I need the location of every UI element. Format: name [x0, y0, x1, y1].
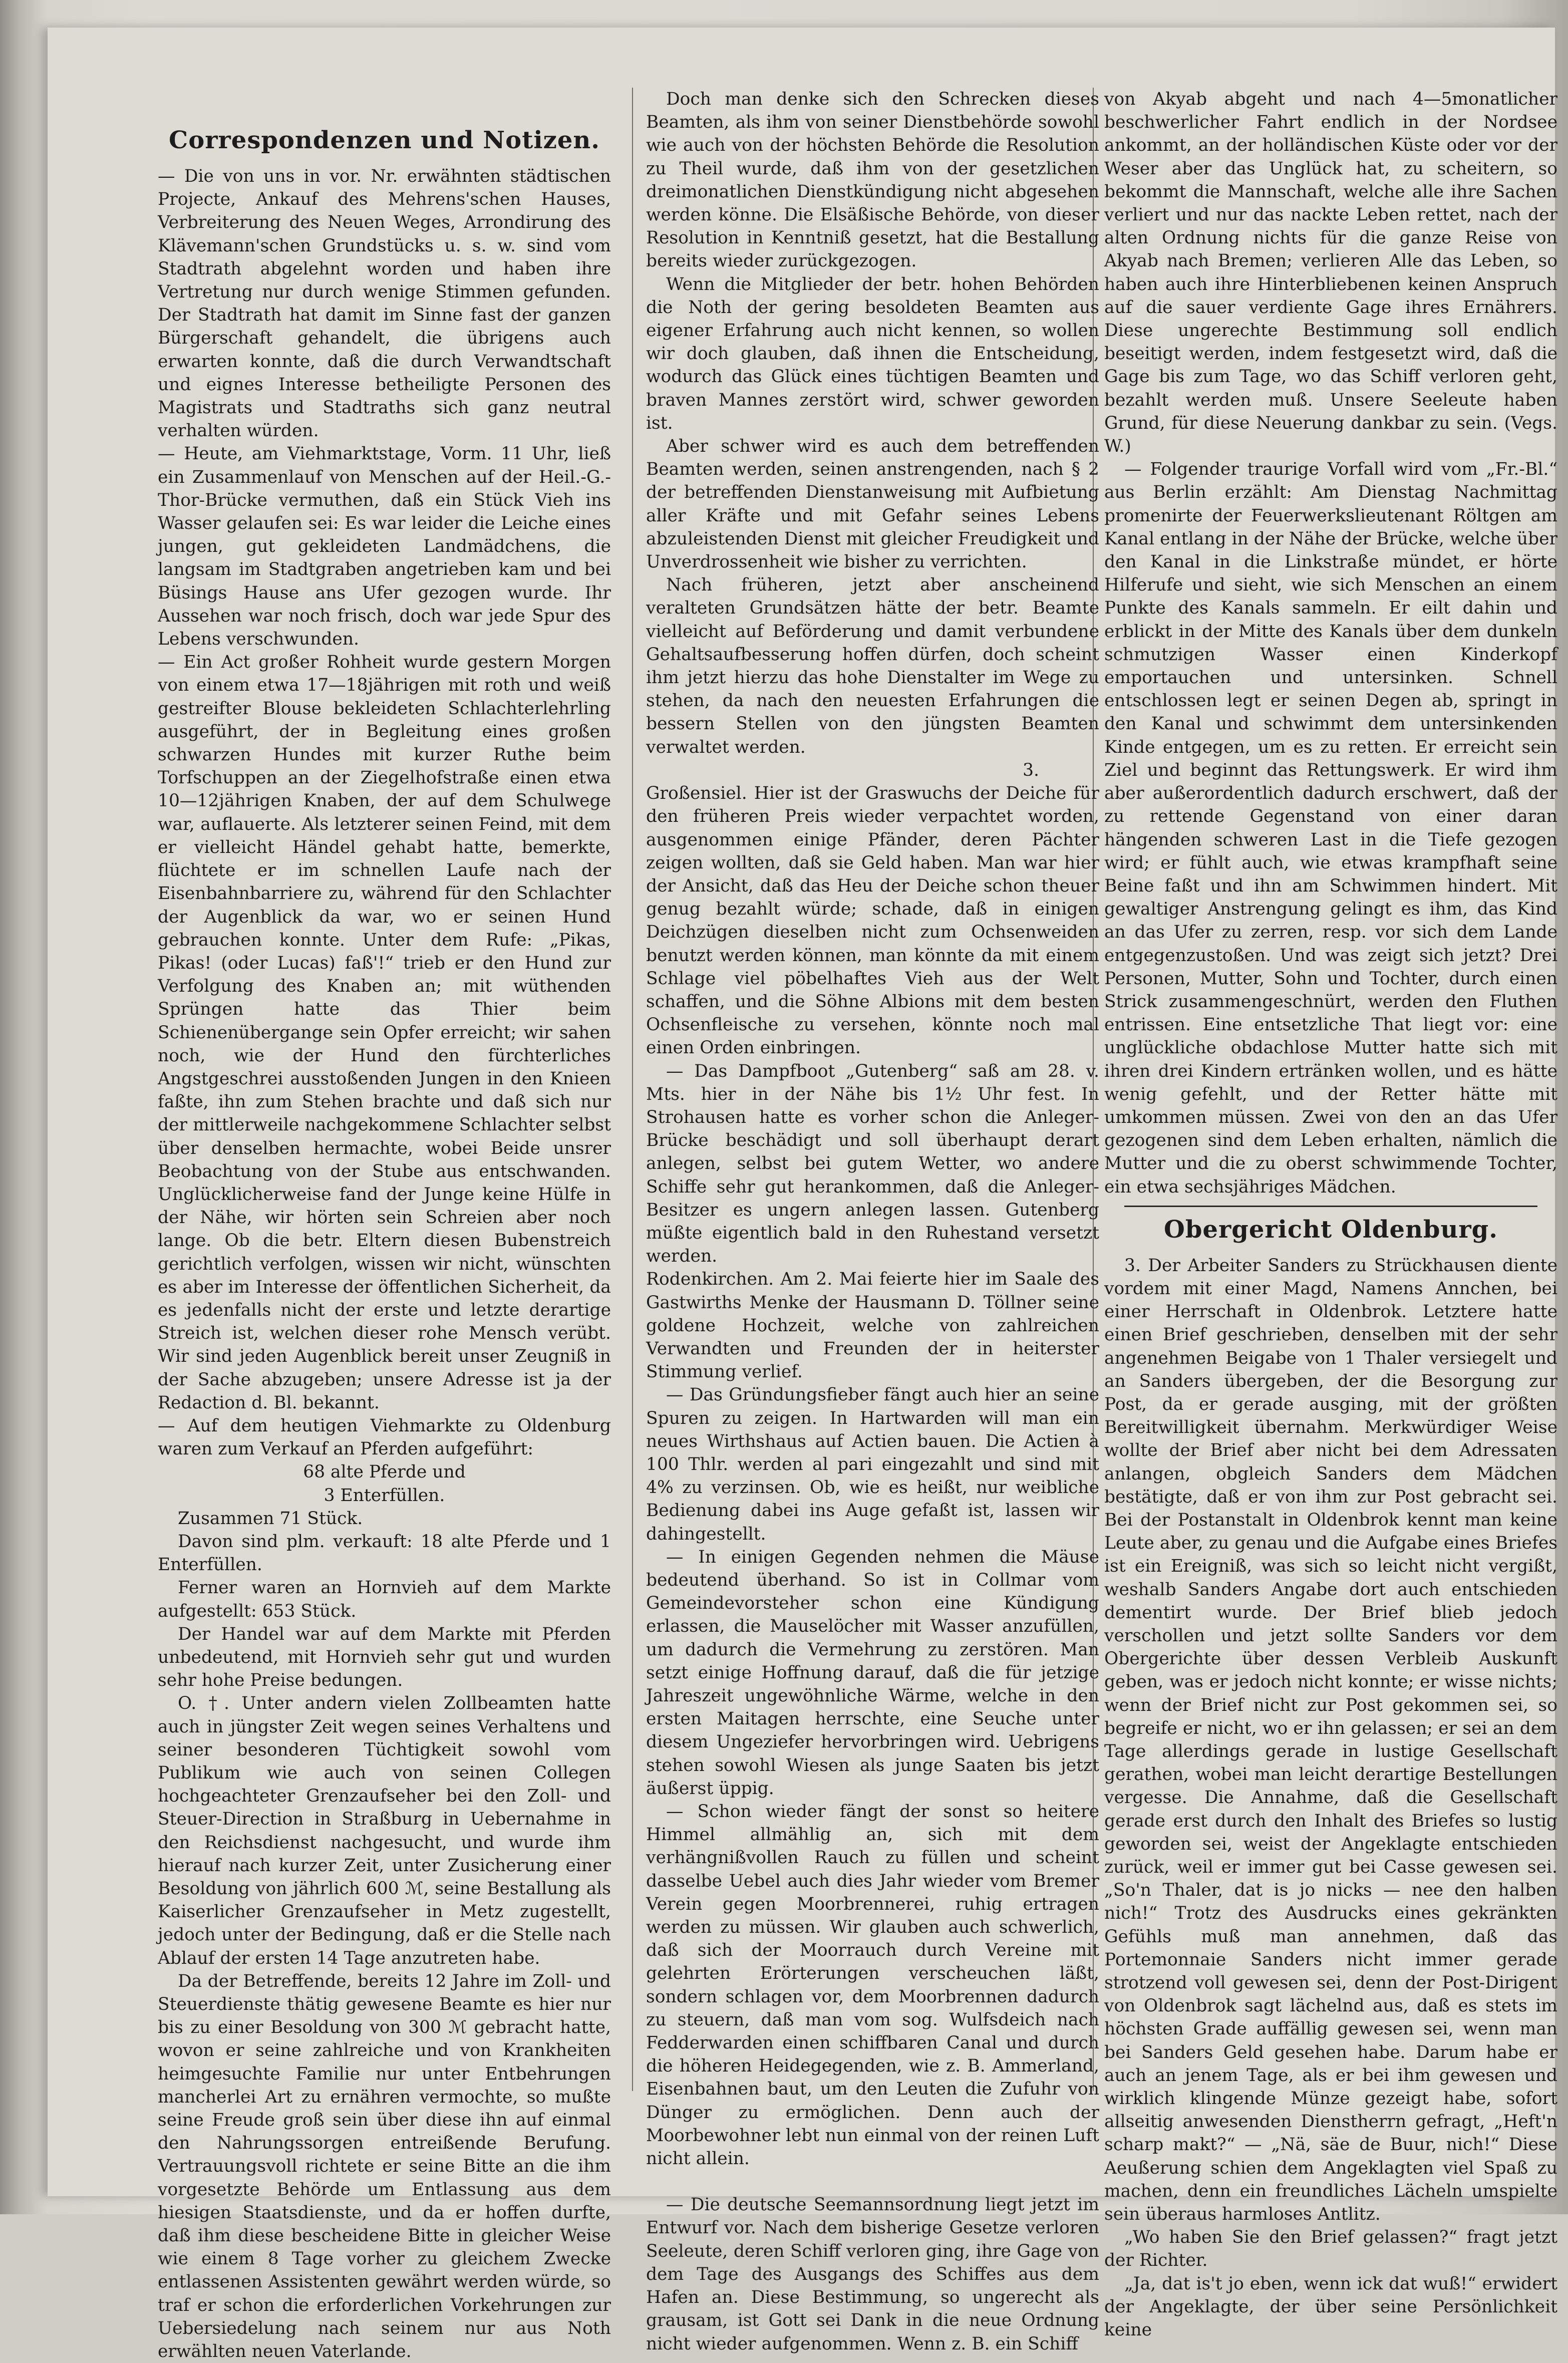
article-paragraph: — Schon wieder fängt der sonst so heitere Himmel allmählig an, sich mit dem verhängnißvollen Rauch zu füllen und scheint dasselbe Uebel auch dies Jahr wieder vom Bremer Verein gegen Moorbrennerei, ruhig ertragen werden zu müssen. Wir glauben auch schwerlich, daß sich der Moorrauch durch Vereine mit gelehrten Erörterungen verscheuchen läßt, sondern schlagen vor, dem Moorbrennen dadurch zu steuern, daß man vom sog. Wulfsdeich nach Fedderwarden einen schiffbaren Canal und durch die höheren Heidegegenden, wie z. B. Ammerland, Eisenbahnen baut, um den Leuten die Zufuhr von Dünger zu ermöglichen. Denn auch der Moorbewohner lebt nun einmal von der reinen Luft nicht allein.	[646, 1802, 1099, 2169]
article-paragraph: von Akyab abgeht und nach 4—5monatlicher beschwerlicher Fahrt endlich in der Nordsee ankommt, an der holländischen Küste oder vor der Weser aber das Unglück hat, zu scheitern, so bekommt die Mannschaft, welche alle ihre Sachen verliert und nur das nackte Leben rettet, nach der alten Ordnung nichts für die ganze Reise von Akyab nach Bremen; verlieren Alle das Leben, so haben auch ihre Hinterbliebenen keinen Anspruch auf die sauer verdiente Gage ihres Ernährers. Diese ungerechte Bestimmung soll endlich beseitigt werden, indem festgesetzt wird, daß die Gage bis zum Tage, wo das Schiff verloren geht, bezahlt werden muß. Unsere Seeleute haben Grund, für diese Neuerung dankbar zu sein. (Vegs. W.)	[1104, 89, 1557, 457]
article-paragraph: — Die von uns in vor. Nr. erwähnten städtischen Projecte, Ankauf des Mehrens'schen Hauses, Verbreiterung des Neuen Weges, Arrondirung des Klävemann'schen Grundstücks u. s. w. sind vom Stadtrath abgelehnt worden und haben ihre Vertretung nur durch wenige Stimmen gefunden. Der Stadtrath hat damit im Sinne fast der ganzen Bürgerschaft gehandelt, die übrigens auch erwarten konnte, daß die durch Verwandtschaft und eignes Interesse betheiligte Personen des Magistrats und Stadtraths sich ganz neutral verhalten würden.	[158, 166, 611, 441]
article-paragraph: — Das Dampfboot „Gutenberg“ saß am 28. v. Mts. hier in der Nähe bis 1½ Uhr fest. In Strohausen hatte es vorher schon die Anleger-Brücke beschädigt und soll überhaupt derart anlegen, selbst bei gutem Wetter, wo andere Schiffe sehr gut herankommen, daß die Anleger-Besitzer es ungern anlegen lassen. Gutenberg müßte eigentlich bald in den Ruhestand versetzt werden.	[646, 1061, 1099, 1267]
article-paragraph: „Ja, dat is't jo eben, wenn ick dat wuß!“ erwidert der Angeklagte, der über seine Persönlichkeit keine	[1104, 2273, 1557, 2340]
article-paragraph: — Das Gründungsfieber fängt auch hier an seine Spuren zu zeigen. In Hartwarden will man ein neues Wirthshaus auf Actien bauen. Die Actien à 100 Thlr. werden al pari eingezahlt und sind mit 4% zu verzinsen. Ob, wie es heißt, nur weibliche Bedienung dabei ins Auge gefaßt ist, lassen wir dahingestellt.	[646, 1385, 1099, 1544]
article-paragraph: Doch man denke sich den Schrecken dieses Beamten, als ihm von seiner Dienstbehörde sowohl wie auch von der höchsten Behörde die Resolution zu Theil wurde, daß ihm von der gesetzlichen dreimonatlichen Dienstkündigung nicht abgesehen werden könne. Die Elsäßische Behörde, von dieser Resolution in Kenntniß gesetzt, hat die Bestallung bereits wieder zurückgezogen.	[646, 89, 1099, 271]
market-list-item: 3 Enterfüllen.	[324, 1485, 445, 1506]
section-rule	[1124, 1206, 1537, 1207]
article-paragraph: Rodenkirchen. Am 2. Mai feierte hier im Saale des Gastwirths Menke der Hausmann D. Töllner seine goldene Hochzeit, welche von zahlreichen Verwandten und Freunden der in heiterster Stimmung verlief.	[646, 1269, 1099, 1382]
article-paragraph: Davon sind plm. verkauft: 18 alte Pferde und 1 Enterfüllen.	[158, 1531, 611, 1575]
market-total: Zusammen 71 Stück.	[178, 1508, 363, 1529]
column-divider	[632, 88, 633, 2091]
article-paragraph: — In einigen Gegenden nehmen die Mäuse bedeutend überhand. So ist in Collmar vom Gemeindevorsteher schon eine Kündigung erlassen, die Mauselöcher mit Wasser anzufüllen, um dadurch die Vermehrung zu zerstören. Man setzt einige Hoffnung darauf, daß die für jetzige Jahreszeit ungewöhnliche Wärme, welche in den ersten Maitagen herrschte, eine Seuche unter diesem Ungeziefer hervorbringen wird. Uebrigens stehen sowohl Wiesen als junge Saaten bis jetzt äußerst üppig.	[646, 1547, 1099, 1799]
article-paragraph: — Ein Act großer Rohheit wurde gestern Morgen von einem etwa 17—18jährigen mit roth und weiß gestreifter Blouse bekleideten Schlachterlehrling ausgeführt, der in Begleitung eines großen schwarzen Hundes mit kurzer Ruthe beim Torfschuppen an der Ziegelhofstraße einen etwa 10—12jährigen Knaben, der auf dem Schulwege war, auflauerte. Als letzterer seinen Feind, mit dem er vielleicht Händel gehabt hatte, bemerkte, flüchtete er im schnellen Laufe nach der Eisenbahnbarriere zu, während für den Schlachter der Augenblick da war, wo er seinen Hund gebrauchen konnte. Unter dem Rufe: „Pikas, Pikas! (oder Lucas) faß'!“ trieb er den Hund zur Verfolgung des Knaben an; mit wüthenden Sprüngen hatte das Thier beim Schienenübergange sein Opfer erreicht; wir sahen noch, wie der Hund den fürchterliches Angstgeschrei ausstoßenden Jungen in den Knieen faßte, ihn zum Stehen brachte und daß sich nur der mittlerweile nachgekommene Schlachter selbst über denselben hermachte, wobei Beide unsrer Beobachtung von der Stube aus entschwanden. Unglücklicherweise fand der Junge keine Hülfe in der Nähe, wir hörten sein Schreien aber noch lange. Ob die betr. Eltern diesen Bubenstreich gerichtlich verfolgen, wissen wir nicht, wünschten es aber im Interesse der öffentlichen Sicherheit, da es jedenfalls nicht der erste und letzte derartige Streich ist, welchen dieser rohe Mensch verübt. Wir sind jeden Augenblick bereit unser Zeugniß in der Sache abzugeben; unsere Adresse ist ja der Redaction d. Bl. bekannt.	[158, 652, 611, 1413]
article-paragraph: — Folgender traurige Vorfall wird vom „Fr.-Bl.“ aus Berlin erzählt: Am Dienstag Nachmittag promenirte der Feuerwerkslieutenant Röltgen am Kanal entlang in der Nähe der Brücke, welche über den Kanal in die Linkstraße mündet, er hörte Hilferufe und sieht, wie sich Menschen an einem Punkte des Kanals sammeln. Er eilt dahin und erblickt in der Mitte des Kanals über dem dunkeln schmutzigen Wasser einen Kinderkopf emportauchen und untersinken. Schnell entschlossen legt er seinen Degen ab, springt in den Kanal und schwimmt dem untersinkenden Kinde entgegen, um es zu retten. Er erreicht sein Ziel und beginnt das Rettungswerk. Er wird ihm aber außerordentlich dadurch erschwert, daß der zu rettende Gegenstand von einer daran hängenden schweren Last in die Tiefe gezogen wird; er fühlt auch, wie etwas krampfhaft seine Beine faßt und ihn am Schwimmen hindert. Mit gewaltiger Anstrengung gelingt es ihm, das Kind an das Ufer zu zerren, resp. vor sich dem Lande entgegenzustoßen. Und was zeigt sich jetzt? Drei Personen, Mutter, Sohn und Tochter, durch einen Strick zusammengeschnürt, werden den Fluthen entrissen. Eine entsetzliche That liegt vor: eine unglückliche obdachlose Mutter hatte sich mit ihren drei Kindern ertränken wollen, und es hätte wenig gefehlt, und der Retter hätte mit umkommen müssen. Zwei von den an das Ufer gezogenen sind dem Leben erhalten, nämlich die Mutter und die zu oberst schwimmende Tochter, ein etwa sechsjähriges Mädchen.	[1104, 459, 1557, 1197]
article-paragraph: Aber schwer wird es auch dem betreffenden Beamten werden, seinen anstrengenden, nach § 2 der betreffenden Dienstanweisung mit Aufbietung aller Kräfte und mit Gefahr seines Lebens abzuleistenden Dienst mit gleicher Freudigkeit und Unverdrossenheit wie bisher zu verrichten.	[646, 436, 1099, 572]
column-2	[646, 88, 1099, 2354]
section-heading: Obergericht Oldenburg.	[1164, 1215, 1498, 1244]
article-paragraph: — Heute, am Viehmarktstage, Vorm. 11 Uhr, ließ ein Zusammenlauf von Menschen auf der Heil.-G.-Thor-Brücke vermuthen, daß ein Stück Vieh ins Wasser gelaufen sei: Es war leider die Leiche eines jungen, gut gekleideten Landmädchens, die langsam im Stadtgraben angetrieben kam und bei Büsings Hause ans Ufer gezogen wurde. Ihr Aussehen war noch frisch, doch war jede Spur des Lebens verschwunden.	[158, 444, 611, 650]
article-paragraph: — Die deutsche Seemannsordnung liegt jetzt im Entwurf vor. Nach dem bisherige Gesetze verloren Seeleute, deren Schiff verloren ging, ihre Gage von dem Tage des Ausgangs des Schiffes aus dem Hafen an. Diese Bestimmung, so ungerecht als grausam, ist Gott sei Dank in die neue Ordnung nicht wieder aufgenommen. Wenn z. B. ein Schiff	[646, 2195, 1099, 2354]
article-paragraph: Da der Betreffende, bereits 12 Jahre im Zoll- und Steuerdienste thätig gewesene Beamte es hier nur bis zu einer Besoldung von 300 ℳ gebracht hatte, wovon er seine zahlreiche und von Krankheiten heimgesuchte Familie nur unter Entbehrungen mancherlei Art zu ernähren vermochte, so mußte seine Freude groß sein über diese ihn auf einmal den Nahrungssorgen entreißende Berufung. Vertrauungsvoll richtete er seine Bitte an die ihm vorgesetzte Behörde um Entlassung aus dem hiesigen Staatsdienste, und da er hoffen durfte, daß ihm diese bescheidene Bitte in gleicher Weise wie einem 8 Tage vorher zu gleichem Zwecke entlassenen Assistenten gewährt werden würde, so traf er schon die erforderlichen Vorkehrungen zur Uebersiedelung nach seinem nur aus Noth erwählten neuen Vaterlande.	[158, 1971, 611, 2362]
column-1	[158, 88, 611, 2362]
article-paragraph: — Auf dem heutigen Viehmarkte zu Oldenburg waren zum Verkauf an Pferden aufgeführt:	[158, 1415, 611, 1459]
article-paragraph: Nach früheren, jetzt aber anscheinend veralteten Grundsätzen hätte der betr. Beamte vielleicht auf Beförderung und damit verbundene Gehaltsaufbesserung hoffen dürfen, doch scheint ihm jetzt hierzu das hohe Dienstalter im Wege zu stehen, da nach den neuesten Erfahrungen die bessern Stellen von den jüngsten Beamten verwaltet werden.	[646, 575, 1099, 757]
column-3	[1104, 88, 1557, 2340]
article-paragraph: Wenn die Mitglieder der betr. hohen Behörden die Noth der gering besoldeten Beamten aus eigener Erfahrung auch nicht kennen, so wollen wir doch glauben, daß ihnen die Entscheidung, wodurch das Glück eines tüchtigen Beamten und braven Mannes zerstört wird, schwer geworden ist.	[646, 274, 1099, 433]
article-paragraph: 3. Der Arbeiter Sanders zu Strückhausen diente vordem mit einer Magd, Namens Annchen, bei einer Herrschaft in Oldenbrok. Letztere hatte einen Brief geschrieben, denselben mit der sehr angenehmen Beigabe von 1 Thaler versiegelt und an Sanders übergeben, der die Besorgung zur Post, da er gerade ausging, mit der größten Bereitwilligkeit übernahm. Merkwürdiger Weise wollte der Brief aber nicht bei dem Adressaten anlangen, obgleich Sanders dem Mädchen bestätigte, daß er von ihm zur Post gebracht sei. Bei der Postanstalt in Oldenbrok kennt man keine Leute aber, zu genau und die Aufgabe eines Briefes ist ein Ereigniß, was sich so leicht nicht vergißt, weshalb Sanders Angabe dort auch entschieden dementirt wurde. Der Brief blieb jedoch verschollen und jetzt sollte Sanders vor dem Obergerichte über dessen Verbleib Auskunft geben, was er jedoch nicht konnte; er wisse nichts; wenn der Brief nicht zur Post gekommen sei, so begreife er nicht, wo er ihn gelassen; er sei an dem Tage allerdings gerade in lustige Gesellschaft gerathen, wobei man leicht derartige Bestellungen vergesse. Die Annahme, daß die Gesellschaft gerade erst durch den Inhalt des Briefes so lustig geworden sei, weist der Angeklagte entschieden zurück, weil er immer gut bei Casse gewesen sei. „So'n Thaler, dat is jo nicks — nee den halben nich!“ Trotz des Ausdrucks eines gekränkten Gefühls muß man annehmen, daß das Portemonnaie Sanders nicht immer gerade strotzend voll gewesen sei, denn der Post-Dirigent von Oldenbrok sagt lächelnd aus, daß es stets im höchsten Grade auffällig gewesen sei, wenn man bei Sanders Geld gesehen habe. Darum habe er auch an jenem Tage, als er bei ihm gewesen und wirklich klingende Münze gezeigt habe, sofort allseitig anwesenden Dienstherrn gefragt, „Heft'n scharp makt?“ — „Nä, säe de Buur, nich!“ Diese Aeußerung schien dem Angeklagten viel Spaß zu machen, denn ein freundliches Lächeln umspielte sein überaus harmloses Antlitz.	[1104, 1255, 1557, 2225]
article-paragraph: O. †. Unter andern vielen Zollbeamten hatte auch in jüngster Zeit wegen seines Verhaltens und seiner besonderen Tüchtigkeit sowohl vom Publikum wie auch von seinen Collegen hochgeachteter Grenzaufseher bei den Zoll- und Steuer-Direction in Straßburg in Uebernahme in den Reichsdienst nachgesucht, und wurde ihm hierauf nach kurzer Zeit, unter Zusicherung einer Besoldung von jährlich 600 ℳ, seine Bestallung als Kaiserlicher Grenzaufseher in Metz zugestellt, jedoch unter der Bedingung, daß er die Stelle nach Ablauf der ersten 14 Tage anzutreten habe.	[158, 1693, 611, 1968]
article-paragraph: „Wo haben Sie den Brief gelassen?“ fragt jetzt der Richter.	[1104, 2227, 1557, 2271]
article-paragraph: Großensiel. Hier ist der Graswuchs der Deiche für den früheren Preis wieder verpachtet worden, ausgenommen einige Pfänder, deren Pächter zeigen wollten, daß sie Geld haben. Man war hier der Ansicht, daß das Heu der Deiche schon theuer genug bezahlt würde; schade, daß in einigen Deichzügen dieselben nicht zum Ochsenweiden benutzt werden können, man könnte da mit einem Schlage viel pöbelhaftes Vieh aus der Welt schaffen, und die Söhne Albions mit dem besten Ochsenfleische zu versehen, könnte noch mal einen Orden einbringen.	[646, 783, 1099, 1058]
section-heading: Correspondenzen und Notizen.	[168, 126, 600, 154]
article-paragraph: Der Handel war auf dem Markte mit Pferden unbedeutend, mit Hornvieh sehr gut und wurden sehr hohe Preise bedungen.	[158, 1624, 611, 1691]
market-list-item: 68 alte Pferde und	[303, 1462, 466, 1483]
article-signature: 3.	[1023, 760, 1039, 780]
article-paragraph: Ferner waren an Hornvieh auf dem Markte aufgestellt: 653 Stück.	[158, 1578, 611, 1621]
